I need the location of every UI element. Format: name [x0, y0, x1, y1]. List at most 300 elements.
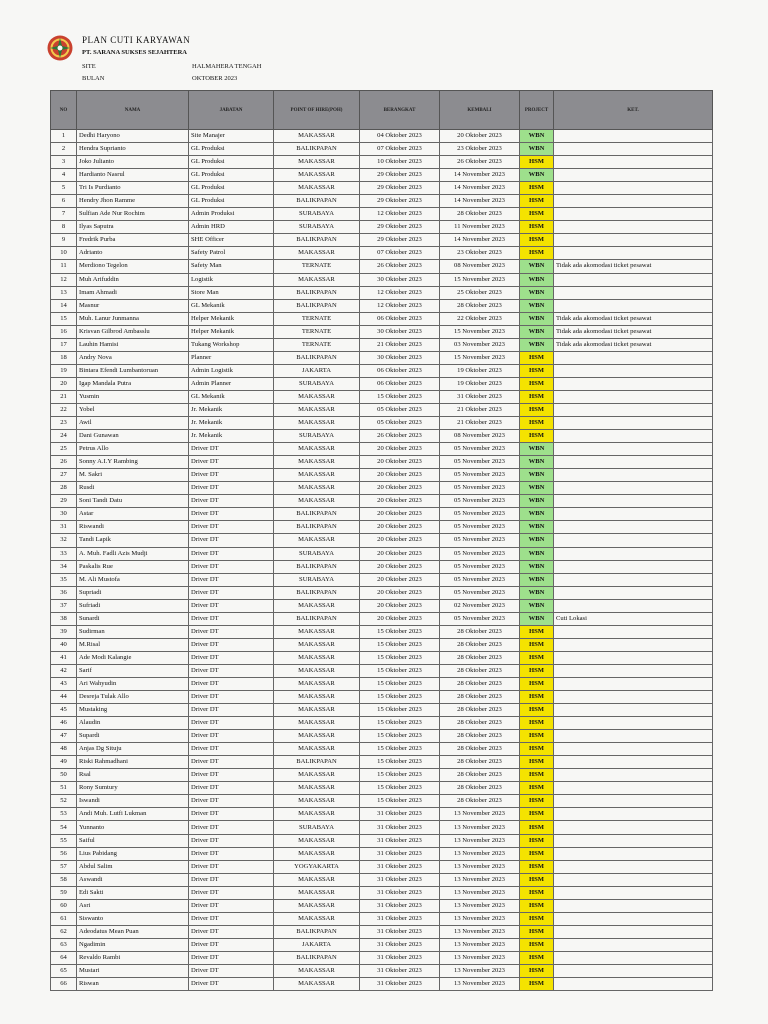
cell-nama: Desreja Tulak Allo — [77, 691, 189, 704]
cell-ket: Cuti Lokasi — [554, 612, 713, 625]
cell-kembali: 28 Oktober 2023 — [440, 677, 520, 690]
cell-project: HSM — [520, 234, 554, 247]
cell-no: 21 — [51, 390, 77, 403]
cell-berangkat: 31 Oktober 2023 — [360, 899, 440, 912]
cell-jabatan: Admin HRD — [189, 221, 274, 234]
cell-ket — [554, 234, 713, 247]
cell-project: HSM — [520, 808, 554, 821]
cell-jabatan: Driver DT — [189, 704, 274, 717]
cell-no: 56 — [51, 847, 77, 860]
table-row — [51, 847, 713, 860]
table-row — [51, 338, 713, 351]
cell-berangkat: 05 Oktober 2023 — [360, 403, 440, 416]
cell-project: HSM — [520, 847, 554, 860]
cell-nama: A. Muh. Fadli Azis Mudji — [77, 547, 189, 560]
cell-kembali: 13 November 2023 — [440, 808, 520, 821]
cell-no: 20 — [51, 377, 77, 390]
cell-jabatan: Driver DT — [189, 664, 274, 677]
cell-poh: MAKASSAR — [274, 495, 360, 508]
cell-kembali: 11 November 2023 — [440, 221, 520, 234]
cell-project: WBN — [520, 286, 554, 299]
cell-berangkat: 31 Oktober 2023 — [360, 978, 440, 991]
cell-jabatan: GL Produksi — [189, 182, 274, 195]
cell-project: WBN — [520, 586, 554, 599]
cell-kembali: 05 November 2023 — [440, 560, 520, 573]
cell-no: 24 — [51, 430, 77, 443]
cell-no: 1 — [51, 130, 77, 143]
cell-ket — [554, 364, 713, 377]
cell-poh: MAKASSAR — [274, 899, 360, 912]
cell-project: HSM — [520, 704, 554, 717]
cell-berangkat: 20 Oktober 2023 — [360, 495, 440, 508]
cell-jabatan: Driver DT — [189, 534, 274, 547]
cell-no: 45 — [51, 704, 77, 717]
table-row — [51, 638, 713, 651]
cell-jabatan: Driver DT — [189, 808, 274, 821]
cell-nama: Muh. Lanur Junmanna — [77, 312, 189, 325]
cell-kembali: 13 November 2023 — [440, 978, 520, 991]
cell-no: 33 — [51, 547, 77, 560]
cell-poh: MAKASSAR — [274, 664, 360, 677]
cell-ket — [554, 886, 713, 899]
cell-poh: MAKASSAR — [274, 795, 360, 808]
cell-ket — [554, 403, 713, 416]
cell-nama: Tri Is Purdianto — [77, 182, 189, 195]
table-row — [51, 221, 713, 234]
cell-no: 55 — [51, 834, 77, 847]
cell-berangkat: 12 Oktober 2023 — [360, 299, 440, 312]
table-row — [51, 743, 713, 756]
table-row — [51, 430, 713, 443]
cell-nama: Merdiono Tegelon — [77, 260, 189, 273]
cell-poh: MAKASSAR — [274, 403, 360, 416]
cell-nama: M. Ali Mustofa — [77, 573, 189, 586]
table-row — [51, 704, 713, 717]
cell-project: HSM — [520, 938, 554, 951]
cell-jabatan: Driver DT — [189, 821, 274, 834]
cell-nama: Mustari — [77, 965, 189, 978]
cell-no: 26 — [51, 456, 77, 469]
cell-jabatan: Driver DT — [189, 638, 274, 651]
cell-nama: Rony Sumtury — [77, 782, 189, 795]
cell-kembali: 21 Oktober 2023 — [440, 403, 520, 416]
cell-berangkat: 15 Oktober 2023 — [360, 691, 440, 704]
cell-nama: Imam Ahmadi — [77, 286, 189, 299]
cell-berangkat: 31 Oktober 2023 — [360, 925, 440, 938]
table-row — [51, 795, 713, 808]
cell-nama: Hardianto Nasrul — [77, 169, 189, 182]
cell-ket — [554, 482, 713, 495]
cell-nama: Abdul Salim — [77, 860, 189, 873]
cell-berangkat: 20 Oktober 2023 — [360, 547, 440, 560]
cell-no: 38 — [51, 612, 77, 625]
cell-project: HSM — [520, 377, 554, 390]
cell-poh: MAKASSAR — [274, 677, 360, 690]
cell-project: HSM — [520, 390, 554, 403]
cell-project: HSM — [520, 691, 554, 704]
cell-nama: Bintara Efendi Lumbantoruan — [77, 364, 189, 377]
cell-no: 11 — [51, 260, 77, 273]
cell-berangkat: 31 Oktober 2023 — [360, 834, 440, 847]
cell-kembali: 28 Oktober 2023 — [440, 730, 520, 743]
cell-project: WBN — [520, 469, 554, 482]
cell-nama: M. Sakri — [77, 469, 189, 482]
cell-no: 17 — [51, 338, 77, 351]
cell-project: HSM — [520, 156, 554, 169]
document-title: PLAN CUTI KARYAWAN — [82, 35, 191, 45]
cell-kembali: 15 November 2023 — [440, 351, 520, 364]
cell-poh: MAKASSAR — [274, 625, 360, 638]
cell-ket — [554, 182, 713, 195]
cell-nama: Sudirman — [77, 625, 189, 638]
cell-kembali: 05 November 2023 — [440, 547, 520, 560]
cell-jabatan: GL Produksi — [189, 156, 274, 169]
cell-kembali: 19 Oktober 2023 — [440, 377, 520, 390]
cell-poh: SURABAYA — [274, 208, 360, 221]
site-label: SITE — [82, 63, 96, 70]
cell-ket — [554, 469, 713, 482]
cell-nama: Edi Sakti — [77, 886, 189, 899]
cell-jabatan: Driver DT — [189, 469, 274, 482]
cell-kembali: 14 November 2023 — [440, 169, 520, 182]
cell-nama: Sonny A.I.Y Rambing — [77, 456, 189, 469]
cell-jabatan: SHE Officer — [189, 234, 274, 247]
cell-ket — [554, 390, 713, 403]
cell-poh: MAKASSAR — [274, 469, 360, 482]
cell-nama: Yunnanto — [77, 821, 189, 834]
cell-ket — [554, 782, 713, 795]
table-row — [51, 664, 713, 677]
cell-berangkat: 06 Oktober 2023 — [360, 364, 440, 377]
cell-jabatan: Driver DT — [189, 730, 274, 743]
cell-ket — [554, 951, 713, 964]
cell-poh: TERNATE — [274, 312, 360, 325]
cell-nama: Andry Nova — [77, 351, 189, 364]
cell-poh: BALIKPAPAN — [274, 508, 360, 521]
cell-kembali: 05 November 2023 — [440, 534, 520, 547]
cell-ket — [554, 456, 713, 469]
cell-nama: Lius Pabidang — [77, 847, 189, 860]
cell-berangkat: 21 Oktober 2023 — [360, 338, 440, 351]
cell-project: HSM — [520, 664, 554, 677]
cell-project: HSM — [520, 351, 554, 364]
cell-jabatan: Driver DT — [189, 951, 274, 964]
cell-project: WBN — [520, 456, 554, 469]
cell-project: WBN — [520, 495, 554, 508]
cell-no: 57 — [51, 860, 77, 873]
table-row — [51, 821, 713, 834]
column-header-kembali: KEMBALI — [440, 91, 520, 130]
cell-no: 29 — [51, 495, 77, 508]
cell-berangkat: 30 Oktober 2023 — [360, 351, 440, 364]
cell-no: 28 — [51, 482, 77, 495]
cell-project: WBN — [520, 482, 554, 495]
cell-berangkat: 29 Oktober 2023 — [360, 182, 440, 195]
cell-poh: JAKARTA — [274, 938, 360, 951]
cell-ket — [554, 130, 713, 143]
cell-berangkat: 06 Oktober 2023 — [360, 312, 440, 325]
cell-ket — [554, 586, 713, 599]
cell-nama: Sulfian Ade Nur Rochim — [77, 208, 189, 221]
cell-jabatan: Helper Mekanik — [189, 325, 274, 338]
cell-nama: Petrus Allo — [77, 443, 189, 456]
table-row — [51, 234, 713, 247]
table-row — [51, 782, 713, 795]
table-row — [51, 834, 713, 847]
cell-kembali: 31 Oktober 2023 — [440, 390, 520, 403]
cell-nama: Sufriadi — [77, 599, 189, 612]
cell-poh: BALIKPAPAN — [274, 612, 360, 625]
cell-jabatan: Admin Planner — [189, 377, 274, 390]
cell-project: HSM — [520, 221, 554, 234]
cell-no: 6 — [51, 195, 77, 208]
cell-kembali: 05 November 2023 — [440, 495, 520, 508]
cell-nama: Riswandi — [77, 521, 189, 534]
cell-poh: MAKASSAR — [274, 834, 360, 847]
table-row — [51, 808, 713, 821]
cell-poh: MAKASSAR — [274, 886, 360, 899]
cell-berangkat: 10 Oktober 2023 — [360, 156, 440, 169]
cell-poh: YOGYAKARTA — [274, 860, 360, 873]
cell-project: HSM — [520, 403, 554, 416]
cell-jabatan: Tukang Workshop — [189, 338, 274, 351]
cell-kembali: 15 November 2023 — [440, 273, 520, 286]
column-header-berangkat: BERANGKAT — [360, 91, 440, 130]
cell-no: 23 — [51, 417, 77, 430]
cell-ket — [554, 691, 713, 704]
cell-nama: Muh Arifuddin — [77, 273, 189, 286]
cell-kembali: 08 November 2023 — [440, 430, 520, 443]
cell-berangkat: 15 Oktober 2023 — [360, 704, 440, 717]
cell-berangkat: 20 Oktober 2023 — [360, 443, 440, 456]
company-name: PT. SARANA SUKSES SEJAHTERA — [82, 49, 187, 56]
cell-berangkat: 15 Oktober 2023 — [360, 743, 440, 756]
cell-berangkat: 07 Oktober 2023 — [360, 143, 440, 156]
table-row — [51, 521, 713, 534]
cell-no: 63 — [51, 938, 77, 951]
cell-poh: BALIKPAPAN — [274, 286, 360, 299]
table-row — [51, 534, 713, 547]
cell-nama: Sarif — [77, 664, 189, 677]
cell-poh: MAKASSAR — [274, 965, 360, 978]
cell-ket — [554, 769, 713, 782]
table-row — [51, 508, 713, 521]
cell-kembali: 23 Oktober 2023 — [440, 143, 520, 156]
cell-ket — [554, 638, 713, 651]
cell-project: HSM — [520, 717, 554, 730]
cell-no: 15 — [51, 312, 77, 325]
cell-no: 13 — [51, 286, 77, 299]
cell-jabatan: GL Produksi — [189, 169, 274, 182]
cell-ket — [554, 547, 713, 560]
cell-kembali: 14 November 2023 — [440, 182, 520, 195]
cell-berangkat: 04 Oktober 2023 — [360, 130, 440, 143]
table-row — [51, 482, 713, 495]
cell-poh: MAKASSAR — [274, 912, 360, 925]
cell-ket — [554, 860, 713, 873]
cell-project: HSM — [520, 873, 554, 886]
cell-jabatan: Driver DT — [189, 795, 274, 808]
cell-poh: MAKASSAR — [274, 978, 360, 991]
cell-nama: Asri — [77, 899, 189, 912]
cell-berangkat: 31 Oktober 2023 — [360, 886, 440, 899]
table-row — [51, 756, 713, 769]
cell-kembali: 28 Oktober 2023 — [440, 651, 520, 664]
cell-berangkat: 31 Oktober 2023 — [360, 808, 440, 821]
cell-nama: Yusmin — [77, 390, 189, 403]
cell-no: 3 — [51, 156, 77, 169]
cell-no: 36 — [51, 586, 77, 599]
cell-kembali: 13 November 2023 — [440, 899, 520, 912]
table-row — [51, 691, 713, 704]
cell-berangkat: 15 Oktober 2023 — [360, 769, 440, 782]
cell-berangkat: 20 Oktober 2023 — [360, 586, 440, 599]
cell-kembali: 13 November 2023 — [440, 834, 520, 847]
cell-kembali: 28 Oktober 2023 — [440, 638, 520, 651]
table-row — [51, 299, 713, 312]
cell-kembali: 20 Oktober 2023 — [440, 130, 520, 143]
cell-nama: Rusdi — [77, 482, 189, 495]
cell-poh: BALIKPAPAN — [274, 143, 360, 156]
cell-berangkat: 07 Oktober 2023 — [360, 247, 440, 260]
table-row — [51, 156, 713, 169]
cell-project: HSM — [520, 677, 554, 690]
cell-kembali: 05 November 2023 — [440, 508, 520, 521]
cell-jabatan: Driver DT — [189, 573, 274, 586]
cell-poh: SURABAYA — [274, 430, 360, 443]
cell-no: 25 — [51, 443, 77, 456]
cell-project: HSM — [520, 860, 554, 873]
cell-jabatan: Driver DT — [189, 769, 274, 782]
cell-berangkat: 05 Oktober 2023 — [360, 417, 440, 430]
cell-jabatan: Planner — [189, 351, 274, 364]
cell-berangkat: 15 Oktober 2023 — [360, 756, 440, 769]
table-row — [51, 873, 713, 886]
cell-berangkat: 12 Oktober 2023 — [360, 208, 440, 221]
table-row — [51, 390, 713, 403]
cell-no: 22 — [51, 403, 77, 416]
cell-kembali: 28 Oktober 2023 — [440, 717, 520, 730]
cell-project: WBN — [520, 573, 554, 586]
cell-jabatan: Site Manajer — [189, 130, 274, 143]
cell-poh: BALIKPAPAN — [274, 234, 360, 247]
cell-project: HSM — [520, 756, 554, 769]
site-value: HALMAHERA TENGAH — [192, 63, 262, 70]
cell-poh: MAKASSAR — [274, 482, 360, 495]
cell-berangkat: 15 Oktober 2023 — [360, 664, 440, 677]
cell-berangkat: 20 Oktober 2023 — [360, 521, 440, 534]
table-row — [51, 247, 713, 260]
cell-kembali: 13 November 2023 — [440, 847, 520, 860]
cell-jabatan: Driver DT — [189, 612, 274, 625]
table-row — [51, 912, 713, 925]
cell-ket — [554, 573, 713, 586]
cell-no: 40 — [51, 638, 77, 651]
cell-project: WBN — [520, 560, 554, 573]
cell-jabatan: Driver DT — [189, 965, 274, 978]
cell-no: 16 — [51, 325, 77, 338]
cell-project: WBN — [520, 130, 554, 143]
table-row — [51, 965, 713, 978]
cell-ket — [554, 965, 713, 978]
cell-kembali: 13 November 2023 — [440, 938, 520, 951]
cell-no: 62 — [51, 925, 77, 938]
cell-kembali: 05 November 2023 — [440, 456, 520, 469]
cell-ket: Tidak ada akomodasi ticket pesawat — [554, 325, 713, 338]
column-header-ket: KET. — [554, 91, 713, 130]
cell-nama: Andi Muh. Lutfi Lukman — [77, 808, 189, 821]
cell-jabatan: Driver DT — [189, 625, 274, 638]
cell-poh: MAKASSAR — [274, 651, 360, 664]
cell-poh: MAKASSAR — [274, 456, 360, 469]
cell-berangkat: 31 Oktober 2023 — [360, 938, 440, 951]
cell-poh: MAKASSAR — [274, 743, 360, 756]
cell-poh: MAKASSAR — [274, 182, 360, 195]
table-row — [51, 169, 713, 182]
cell-no: 37 — [51, 599, 77, 612]
cell-nama: Soni Tandi Datu — [77, 495, 189, 508]
cell-poh: MAKASSAR — [274, 808, 360, 821]
cell-berangkat: 15 Oktober 2023 — [360, 782, 440, 795]
cell-nama: Supriadi — [77, 586, 189, 599]
cell-project: WBN — [520, 143, 554, 156]
cell-ket — [554, 417, 713, 430]
cell-berangkat: 29 Oktober 2023 — [360, 234, 440, 247]
cell-jabatan: GL Produksi — [189, 143, 274, 156]
cell-project: HSM — [520, 743, 554, 756]
cell-poh: MAKASSAR — [274, 638, 360, 651]
table-row — [51, 495, 713, 508]
cell-no: 31 — [51, 521, 77, 534]
table-row — [51, 195, 713, 208]
cell-kembali: 15 November 2023 — [440, 325, 520, 338]
cell-nama: Mustaking — [77, 704, 189, 717]
cell-project: WBN — [520, 547, 554, 560]
cell-nama: Dani Gunawan — [77, 430, 189, 443]
cell-project: WBN — [520, 443, 554, 456]
cell-ket: Tidak ada akomodasi ticket pesawat — [554, 312, 713, 325]
cell-no: 66 — [51, 978, 77, 991]
cell-kembali: 19 Oktober 2023 — [440, 364, 520, 377]
cell-poh: MAKASSAR — [274, 390, 360, 403]
cell-poh: MAKASSAR — [274, 534, 360, 547]
cell-no: 41 — [51, 651, 77, 664]
cell-nama: Siswanto — [77, 912, 189, 925]
cell-poh: SURABAYA — [274, 821, 360, 834]
cell-jabatan: Driver DT — [189, 743, 274, 756]
cell-project: HSM — [520, 651, 554, 664]
table-body — [51, 130, 713, 991]
cell-nama: Riski Rahmadhani — [77, 756, 189, 769]
cell-berangkat: 31 Oktober 2023 — [360, 951, 440, 964]
cell-kembali: 14 November 2023 — [440, 234, 520, 247]
cell-nama: Paskalis Rue — [77, 560, 189, 573]
cell-jabatan: Driver DT — [189, 586, 274, 599]
table-row — [51, 938, 713, 951]
cell-kembali: 22 Oktober 2023 — [440, 312, 520, 325]
cell-no: 34 — [51, 560, 77, 573]
cell-berangkat: 06 Oktober 2023 — [360, 377, 440, 390]
cell-no: 64 — [51, 951, 77, 964]
cell-project: WBN — [520, 338, 554, 351]
table-row — [51, 351, 713, 364]
cell-no: 2 — [51, 143, 77, 156]
table-row — [51, 586, 713, 599]
table-row — [51, 456, 713, 469]
cell-jabatan: Jr. Mekanik — [189, 403, 274, 416]
cell-poh: MAKASSAR — [274, 717, 360, 730]
table-row — [51, 260, 713, 273]
